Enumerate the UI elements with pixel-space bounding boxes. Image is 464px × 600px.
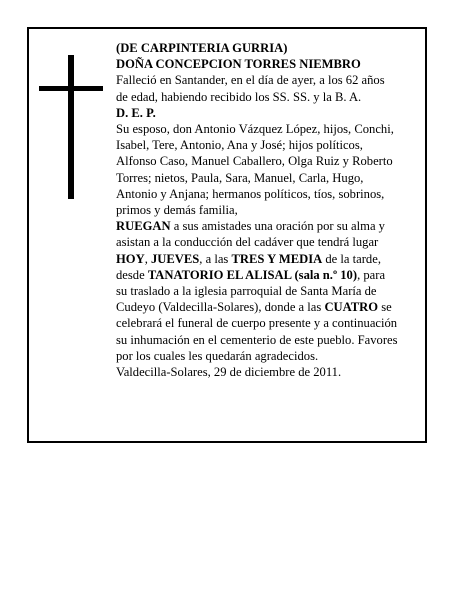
notice-header: (DE CARPINTERIA GURRIA)	[116, 41, 288, 55]
ruegan-word: RUEGAN	[116, 219, 171, 234]
cross-vertical-bar	[68, 55, 74, 199]
comma: ,	[144, 251, 148, 266]
conduction-line: asistan a la conducción del cadáver que tendrá lugar	[116, 235, 379, 250]
place-date: Valdecilla-Solares, 29 de diciembre de 2011.	[116, 365, 342, 380]
cross-icon	[39, 55, 103, 199]
closing-line: su inhumación en el cementerio de este pueblo. Favores	[116, 332, 398, 347]
family-line: Torres; nietos, Paula, Sara, Manuel, Carla, Hugo,	[116, 170, 364, 185]
deceased-name: DOÑA CONCEPCION TORRES NIEMBRO	[116, 57, 361, 72]
cross-horizontal-bar	[39, 86, 103, 91]
time-line	[116, 251, 424, 267]
notice-body	[116, 40, 424, 380]
para-text: , para	[357, 267, 386, 282]
hoy-word: HOY	[116, 251, 145, 266]
jueves-word: JUEVES	[151, 251, 200, 266]
traslado-line: su traslado a la iglesia parroquial de Santa María de	[116, 284, 377, 299]
cuatro-word: CUATRO	[324, 300, 379, 315]
family-line: Alfonso Caso, Manuel Caballero, Olga Ruiz y Roberto	[116, 154, 393, 169]
tanatorio-name: TANATORIO EL ALISAL (sala n.º 10)	[147, 267, 358, 282]
ruegan-line	[116, 218, 424, 234]
desde-text: desde	[116, 267, 145, 282]
closing-line: celebrará el funeral de cuerpo presente y a continuación	[116, 316, 398, 331]
de-la-tarde-text: de la tarde,	[325, 251, 381, 266]
cudeyo-pre: Cudeyo (Valdecilla-Solares), donde a las	[116, 300, 322, 315]
closing-line: por los cuales les quedarán agradecidos.	[116, 348, 319, 363]
tres-y-media-word: TRES Y MEDIA	[231, 251, 323, 266]
cudeyo-line	[116, 299, 424, 315]
tanatorio-line	[116, 267, 424, 283]
family-line: Isabel, Tere, Antonio, Ana y José; hijos políticos,	[116, 138, 363, 153]
a-las-text: , a las	[199, 251, 229, 266]
ruegan-rest: a sus amistades una oración por su alma y	[173, 219, 385, 234]
family-line: Antonio y Anjana; hermanos políticos, tíos, sobrinos,	[116, 186, 385, 201]
obituary-notice	[27, 27, 427, 443]
death-line: de edad, habiendo recibido los SS. SS. y la B. A.	[116, 89, 362, 104]
family-line: Su esposo, don Antonio Vázquez López, hijos, Conchi,	[116, 122, 394, 137]
dep-abbreviation: D. E. P.	[116, 105, 156, 120]
cudeyo-post: se	[381, 300, 392, 315]
family-line: primos y demás familia,	[116, 203, 238, 218]
death-line: Falleció en Santander, en el día de ayer, a los 62 años	[116, 73, 385, 88]
